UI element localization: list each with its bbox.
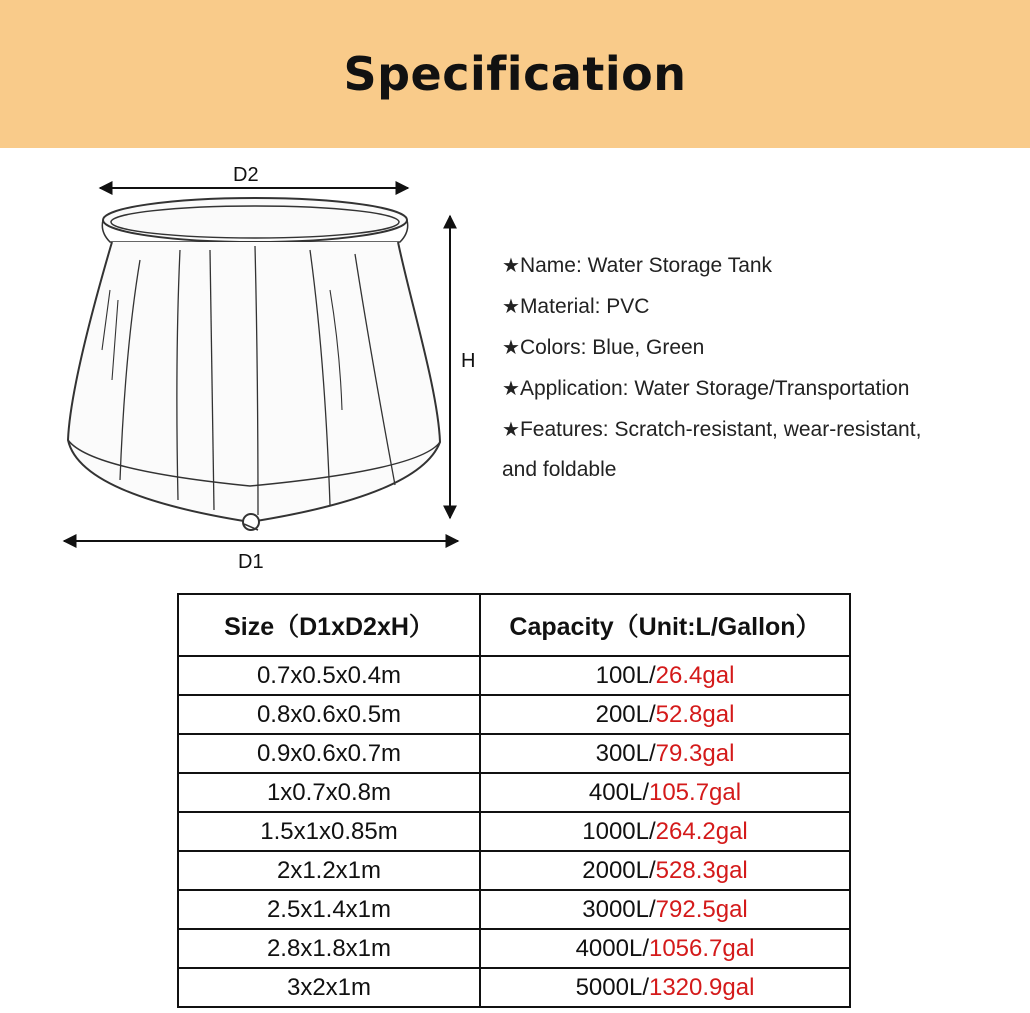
table-header-row xyxy=(178,594,850,656)
table-row xyxy=(178,929,850,968)
capacity-cell: 100L/26.4gal xyxy=(480,656,850,695)
table-row xyxy=(178,773,850,812)
label-d1: D1 xyxy=(238,551,264,573)
spec-item-name: ★Name: Water Storage Tank xyxy=(502,253,773,277)
size-cell: 0.7x0.5x0.4m xyxy=(178,656,480,695)
table-row xyxy=(178,851,850,890)
star-icon: ★ xyxy=(502,417,520,441)
size-column-header: Size（D1xD2xH） xyxy=(178,594,480,656)
table-row xyxy=(178,734,850,773)
size-cell: 3x2x1m xyxy=(178,968,480,1007)
capacity-cell: 2000L/528.3gal xyxy=(480,851,850,890)
capacity-table xyxy=(177,593,851,1008)
capacity-cell: 5000L/1320.9gal xyxy=(480,968,850,1007)
spec-item-features-continued: and foldable xyxy=(502,458,617,481)
size-cell: 0.8x0.6x0.5m xyxy=(178,695,480,734)
size-cell: 0.9x0.6x0.7m xyxy=(178,734,480,773)
capacity-cell: 3000L/792.5gal xyxy=(480,890,850,929)
star-icon: ★ xyxy=(502,294,520,318)
size-cell: 1.5x1x0.85m xyxy=(178,812,480,851)
label-d2: D2 xyxy=(233,164,259,186)
table-row xyxy=(178,890,850,929)
star-icon: ★ xyxy=(502,253,520,277)
size-cell: 2.8x1.8x1m xyxy=(178,929,480,968)
star-icon: ★ xyxy=(502,376,520,400)
spec-item-application: ★Application: Water Storage/Transportation xyxy=(502,376,910,400)
capacity-cell: 200L/52.8gal xyxy=(480,695,850,734)
size-cell: 1x0.7x0.8m xyxy=(178,773,480,812)
spec-item-features: ★Features: Scratch-resistant, wear-resistant, xyxy=(502,417,922,441)
capacity-cell: 1000L/264.2gal xyxy=(480,812,850,851)
size-cell: 2.5x1.4x1m xyxy=(178,890,480,929)
header-banner xyxy=(0,0,1030,148)
capacity-cell: 4000L/1056.7gal xyxy=(480,929,850,968)
table-row xyxy=(178,695,850,734)
capacity-cell: 300L/79.3gal xyxy=(480,734,850,773)
page-title: Specification xyxy=(343,47,687,101)
capacity-cell: 400L/105.7gal xyxy=(480,773,850,812)
label-h: H xyxy=(461,350,476,372)
star-icon: ★ xyxy=(502,335,520,359)
capacity-column-header: Capacity（Unit:L/Gallon） xyxy=(480,594,850,656)
spec-item-colors: ★Colors: Blue, Green xyxy=(502,335,705,359)
table-row xyxy=(178,968,850,1007)
spec-item-material: ★Material: PVC xyxy=(502,294,650,318)
water-tank-illustration xyxy=(68,198,440,530)
tank-diagram xyxy=(0,150,500,590)
table-row xyxy=(178,656,850,695)
spec-list xyxy=(502,245,1002,490)
table-row xyxy=(178,812,850,851)
size-cell: 2x1.2x1m xyxy=(178,851,480,890)
